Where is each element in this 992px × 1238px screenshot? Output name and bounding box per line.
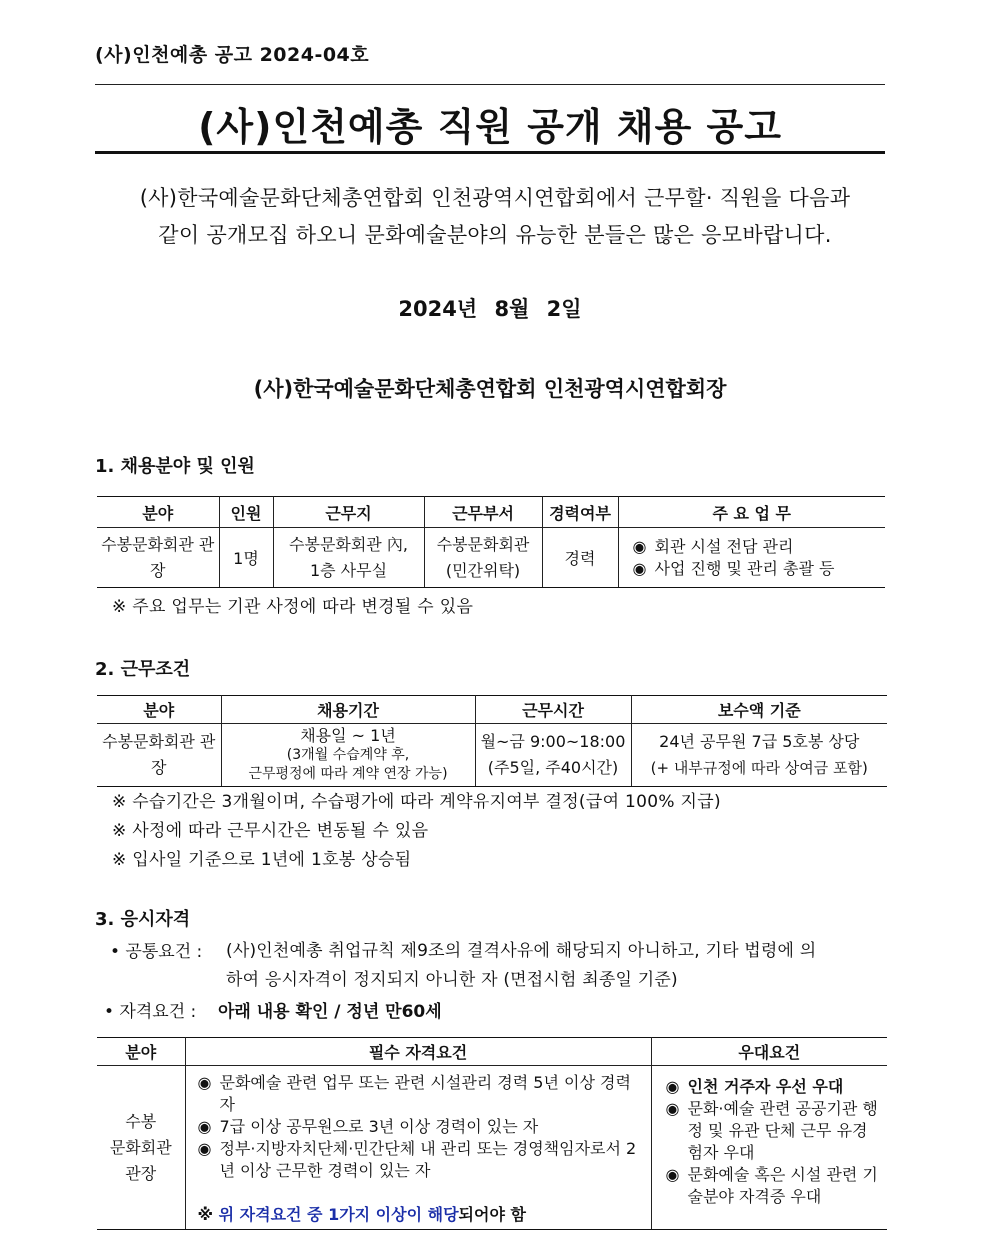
- preferred-item: ◉ 인천 거주자 우선 우대: [664, 1076, 882, 1098]
- cell-career: 경력: [542, 528, 618, 588]
- col-header-duties: 주 요 업 무: [618, 497, 885, 528]
- title-divider: [95, 151, 885, 154]
- section-2-notes: [112, 788, 721, 875]
- conditions-table: [97, 695, 887, 787]
- col-header-hours: 근무시간: [475, 696, 631, 724]
- qualification-table: [97, 1037, 887, 1230]
- intro-line-1: (사)한국예술문화단체총연합회 인천광역시연합회에서 근무할· 직원을 다음과: [139, 186, 851, 210]
- condition-note: ※ 입사일 기준으로 1년에 1호봉 상승됨: [112, 850, 412, 870]
- required-note: ※ 위 자격요건 중 1가지 이상이 해당되어야 함: [197, 1205, 526, 1224]
- cell-period: 채용일 ~ 1년 (3개월 수습계약 후, 근무평정에 따라 계약 연장 가능): [221, 724, 475, 787]
- duty-item: ◉ 회관 시설 전담 관리: [631, 536, 882, 558]
- cell-pay: 24년 공무원 7급 5호봉 상당 (+ 내부규정에 따라 상여금 포함): [631, 724, 887, 787]
- section-1-heading: 1. 채용분야 및 인원: [95, 456, 255, 477]
- intro-paragraph: [105, 180, 885, 254]
- section-3-heading: 3. 응시자격: [95, 909, 191, 930]
- condition-note: ※ 수습기간은 3개월이며, 수습평가에 따라 계약유지여부 결정(급여 100% 지급): [112, 792, 721, 812]
- cell-required: [185, 1066, 651, 1230]
- required-item: ◉ 7급 이상 공무원으로 3년 이상 경력이 있는 자: [196, 1116, 645, 1138]
- col-header-required: 필수 자격요건: [185, 1038, 651, 1066]
- cell-duties: [618, 528, 885, 588]
- col-header-field: 분야: [97, 497, 219, 528]
- cell-count: 1명: [219, 528, 273, 588]
- recruitment-table: [97, 496, 885, 588]
- section-2-heading: 2. 근무조건: [95, 659, 191, 680]
- cell-hours: 월~금 9:00~18:00 (주5일, 주40시간): [475, 724, 631, 787]
- cell-preferred: [651, 1066, 887, 1230]
- required-item: ◉ 문화예술 관련 업무 또는 관련 시설관리 경력 5년 이상 경력자: [196, 1072, 645, 1116]
- col-header-career: 경력여부: [542, 497, 618, 528]
- organization-name: (사)한국예술문화단체총연합회 인천광역시연합회장: [253, 377, 727, 401]
- col-header-preferred: 우대요건: [651, 1038, 887, 1066]
- cell-dept: 수봉문화회관 (민간위탁): [424, 528, 542, 588]
- notice-number: (사)인천예총 공고 2024-04호: [95, 44, 370, 66]
- preferred-item: ◉ 문화예술 혹은 시설 관련 기술분야 자격증 우대: [664, 1164, 882, 1208]
- cell-field: 수봉 문화회관 관장: [97, 1066, 185, 1230]
- common-requirement-label: • 공통요건 :: [110, 942, 203, 962]
- page-title: (사)인천예총 직원 공개 채용 공고: [198, 105, 782, 149]
- qualification-label: • 자격요건 :: [104, 1002, 197, 1022]
- col-header-period: 채용기간: [221, 696, 475, 724]
- col-header-field: 분야: [97, 1038, 185, 1066]
- col-header-pay: 보수액 기준: [631, 696, 887, 724]
- preferred-item: ◉ 문화·예술 관련 공공기관 행정 및 유관 단체 근무 유경험자 우대: [664, 1098, 882, 1164]
- cell-location: 수봉문화회관 內, 1층 사무실: [273, 528, 424, 588]
- qualification-value: 아래 내용 확인 / 정년 만60세: [218, 1002, 442, 1022]
- section-1-note: ※ 주요 업무는 기관 사정에 따라 변경될 수 있음: [112, 597, 474, 617]
- notice-date: 2024년 8월 2일: [398, 297, 582, 321]
- duty-item: ◉ 사업 진행 및 관리 총괄 등: [631, 558, 882, 580]
- cell-field: 수봉문화회관 관장: [97, 724, 221, 787]
- col-header-count: 인원: [219, 497, 273, 528]
- col-header-dept: 근무부서: [424, 497, 542, 528]
- common-requirement-text: (사)인천예총 취업규칙 제9조의 결격사유에 해당되지 아니하고, 기타 법령에 의 하여 응시자격이 정지되지 아니한 자 (면접시험 최종일 기준): [226, 941, 817, 990]
- condition-note: ※ 사정에 따라 근무시간은 변동될 수 있음: [112, 821, 429, 841]
- intro-line-2: 같이 공개모집 하오니 문화예술분야의 유능한 분들은 많은 응모바랍니다.: [158, 223, 832, 247]
- col-header-location: 근무지: [273, 497, 424, 528]
- cell-field: 수봉문화회관 관장: [97, 528, 219, 588]
- required-item: ◉ 정부·지방자치단체·민간단체 내 관리 또는 경영책임자로서 2년 이상 근무한 경력이 있는 자: [196, 1138, 645, 1182]
- col-header-field: 분야: [97, 696, 221, 724]
- top-divider: [95, 84, 885, 85]
